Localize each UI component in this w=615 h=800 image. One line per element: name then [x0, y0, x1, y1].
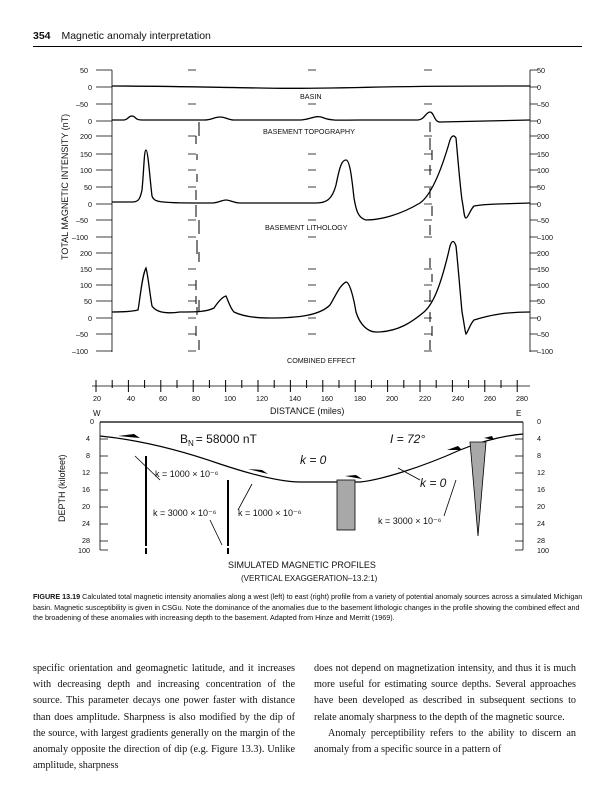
wedge	[345, 475, 362, 479]
panel-label-combined: COMBINED EFFECT	[287, 356, 356, 365]
wedge	[447, 446, 462, 450]
x-tick-label: 180	[354, 394, 366, 403]
tick-label: –100	[72, 233, 88, 242]
inclination-label: I = 72°	[390, 432, 426, 446]
x-tick-label: 200	[386, 394, 398, 403]
field-label: $B_N = 58000$ nT	[180, 432, 257, 448]
depth-tick: 28	[537, 536, 545, 545]
k-value-label: k = 3000 × 10⁻⁶	[378, 516, 442, 526]
x-tick-label: 280	[516, 394, 528, 403]
depth-tick: 12	[537, 468, 545, 477]
gray-block	[337, 480, 355, 530]
grid-dashes	[96, 70, 538, 351]
tick-label: 200	[80, 132, 92, 141]
depth-tick: 20	[537, 502, 545, 511]
tick-label: 50	[80, 66, 88, 75]
wedge	[118, 434, 140, 438]
body-column-right	[314, 661, 576, 758]
tick-label: –50	[76, 100, 88, 109]
lithology-curve	[112, 136, 530, 220]
header-rule	[33, 46, 582, 47]
depth-tick: 100	[78, 546, 90, 555]
tick-label: –50	[76, 216, 88, 225]
tick-label: –50	[537, 100, 549, 109]
k-zero-label: k = 0	[420, 476, 447, 490]
tick-label: 50	[537, 297, 545, 306]
x-tick-label: 120	[256, 394, 268, 403]
depth-tick: 8	[86, 451, 90, 460]
panel-label-topography: BASEMENT TOPOGRAPHY	[263, 127, 355, 136]
x-tick-label: 100	[224, 394, 236, 403]
depth-tick: 0	[90, 417, 94, 426]
running-header	[33, 30, 211, 42]
x-tick-label: 80	[192, 394, 200, 403]
k-zero-label: k = 0	[300, 453, 327, 467]
tick-label: 0	[88, 83, 92, 92]
figure-title: SIMULATED MAGNETIC PROFILES	[228, 560, 376, 570]
tick-label: –50	[537, 216, 549, 225]
x-tick-label: 20	[93, 394, 101, 403]
tick-label: 0	[537, 200, 541, 209]
column-hashes	[196, 122, 432, 350]
depth-tick: 8	[537, 451, 541, 460]
depth-tick: 16	[82, 485, 90, 494]
figure-subtitle: (VERTICAL EXAGGERATION–13.2:1)	[241, 574, 378, 583]
tick-label: 200	[80, 249, 92, 258]
tick-label: 150	[80, 265, 92, 274]
west-label: W	[93, 409, 101, 418]
depth-tick: 24	[82, 519, 90, 528]
tick-label: 0	[88, 314, 92, 323]
tick-label: 200	[537, 132, 549, 141]
tick-label: 50	[537, 183, 545, 192]
depth-tick: 4	[86, 434, 90, 443]
tick-label: 0	[88, 200, 92, 209]
tick-label: 100	[80, 166, 92, 175]
x-tick-labels	[93, 394, 528, 403]
x-tick-label: 240	[452, 394, 464, 403]
tick-labels	[72, 66, 553, 356]
caption-label: FIGURE 13.19	[33, 592, 81, 601]
x-tick-label: 160	[321, 394, 333, 403]
panel-label-basin: BASIN	[300, 92, 322, 101]
x-tick-label: 260	[484, 394, 496, 403]
page-number: 354	[33, 30, 51, 42]
depth-tick: 100	[537, 546, 549, 555]
k-value-label: k = 1000 × 10⁻⁶	[238, 508, 302, 518]
depth-tick: 4	[537, 434, 541, 443]
tick-label: –100	[537, 233, 553, 242]
figure-caption	[33, 592, 583, 624]
paragraph: Anomaly perceptibility refers to the ability to discern an anomaly from a specific source in a pattern of	[314, 727, 576, 756]
x-tick-label: 140	[289, 394, 301, 403]
tick-label: –50	[76, 330, 88, 339]
k-value-label: k = 3000 × 10⁻⁶	[153, 508, 217, 518]
gray-wedge-block	[470, 442, 486, 536]
wedge	[484, 436, 494, 440]
profile-curves	[112, 86, 530, 334]
tick-label: 100	[80, 281, 92, 290]
tick-label: –50	[537, 330, 549, 339]
tick-label: 50	[84, 183, 92, 192]
paragraph: specific orientation and geomagnetic latitude, and it increases with decreasing depth and increasing concentration of the source. This parameter decays one power faster with distance than does amplitude. Sharpness is also modified by the dip of the source, with largest gradients generally on the margin of the anomaly opposite the direction of dip (e.g. Figure 13.3). Unlike amplitude, sharpness	[33, 663, 295, 772]
tick-label: 150	[537, 150, 549, 159]
tick-label: 150	[537, 265, 549, 274]
panel-label-lithology: BASEMENT LITHOLOGY	[265, 223, 348, 232]
tick-label: 0	[88, 117, 92, 126]
tick-label: 200	[537, 249, 549, 258]
x-axis-label: DISTANCE (miles)	[270, 406, 345, 416]
x-tick-label: 60	[159, 394, 167, 403]
running-title: Magnetic anomaly interpretation	[61, 30, 211, 42]
depth-tick: 24	[537, 519, 545, 528]
tick-label: 0	[537, 314, 541, 323]
tick-label: –100	[537, 347, 553, 356]
basin-curve	[112, 86, 530, 88]
tick-label: –100	[72, 347, 88, 356]
east-label: E	[516, 409, 522, 418]
depth-tick: 0	[537, 417, 541, 426]
depth-tick: 20	[82, 502, 90, 511]
tick-label: 150	[80, 150, 92, 159]
k-value-label: k = 1000 × 10⁻⁶	[155, 469, 219, 479]
tick-label: 100	[537, 166, 549, 175]
x-tick-label: 220	[419, 394, 431, 403]
tick-label: 50	[537, 66, 545, 75]
depth-tick: 28	[82, 536, 90, 545]
x-tick-label: 40	[127, 394, 135, 403]
tick-label: 50	[84, 297, 92, 306]
tick-label: 0	[537, 117, 541, 126]
body-column-left	[33, 661, 295, 774]
magnetic-profile-figure	[0, 50, 615, 590]
paragraph: does not depend on magnetization intensity, and thus it is much more useful for estimating source depths. Several approaches have been developed as described in subsequent sections to relate anomaly sharpness to the depth of the magnetic source.	[314, 663, 576, 723]
y-axis-label: TOTAL MAGNETIC INTENSITY (nT)	[60, 113, 70, 260]
topography-curve	[112, 112, 530, 122]
combined-curve	[112, 242, 530, 335]
caption-text: Calculated total magnetic intensity anomalies along a west (left) to east (right) profile from a variety of potential anomaly sources across a simulated Michigan basin. Magnetic susceptibility is given in CSGu. Note the dominance of the anomalies due to the basement lithologic changes in the profile showing the combined effect and the broadening of these anomalies with increasing depth to the basement. Adapted from Hinze and Merritt (1969).	[33, 592, 583, 622]
depth-tick: 16	[537, 485, 545, 494]
depth-axis-label: DEPTH (kilofeet)	[57, 454, 67, 522]
depth-tick: 12	[82, 468, 90, 477]
tick-label: 100	[537, 281, 549, 290]
tick-label: 0	[537, 83, 541, 92]
